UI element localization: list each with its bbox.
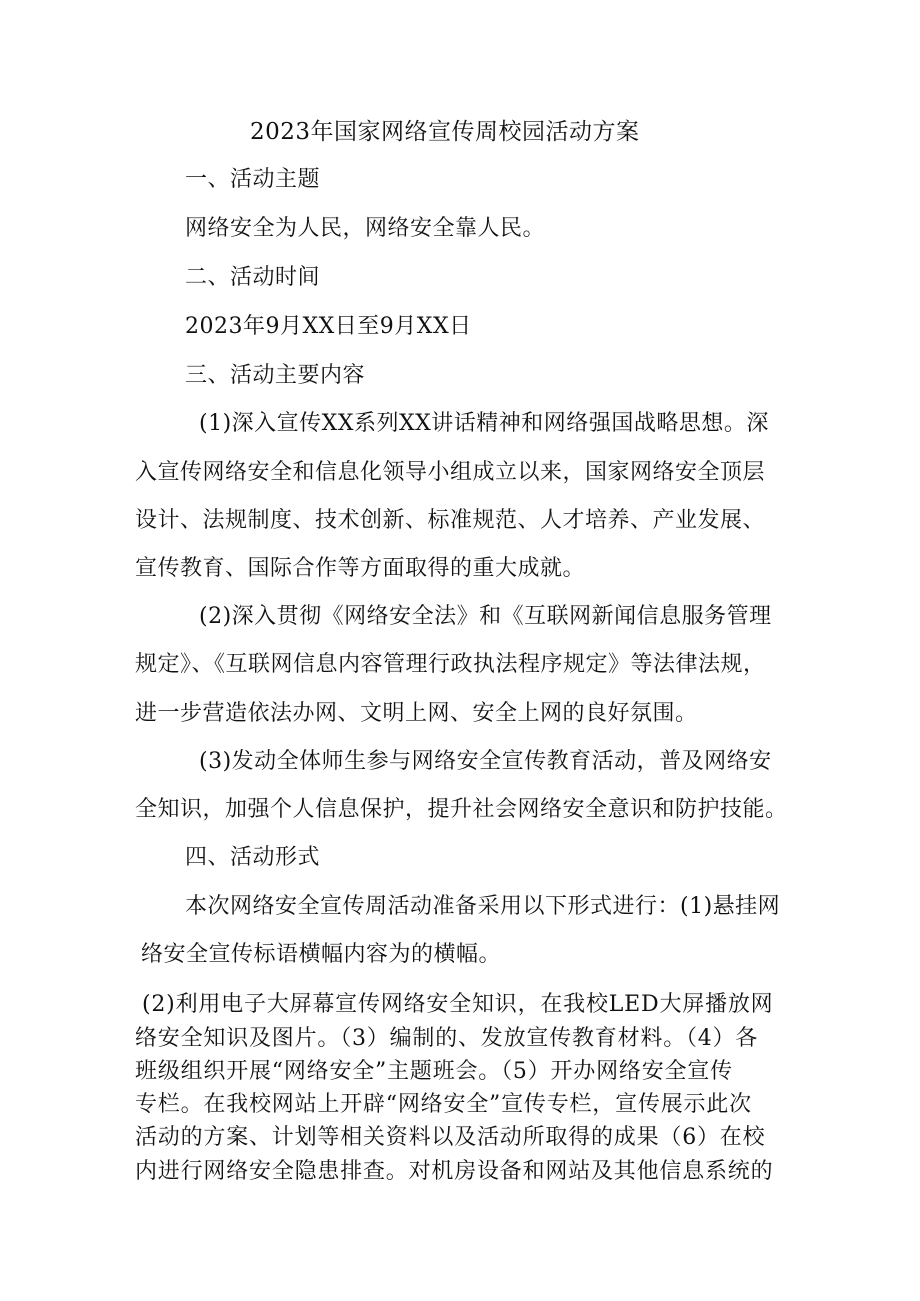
content-item2-line: 进一步营造依法办网、文明上网、安全上网的良好氛围。 xyxy=(135,701,698,726)
form-detail-line: 活动的方案、计划等相关资料以及活动所取得的成果（6）在校 xyxy=(135,1125,766,1150)
form-detail-line: 内进行网络安全隐患排查。对机房设备和网站及其他信息系统的 xyxy=(135,1159,774,1184)
form-intro-line: 本次网络安全宣传周活动准备采用以下形式进行：(1)悬挂网 xyxy=(185,894,781,919)
content-item1-line: 宣传教育、国际合作等方面取得的重大成就。 xyxy=(135,556,586,581)
section-heading-time: 二、活动时间 xyxy=(185,265,321,290)
time-text: 2023年9月XX日至9月XX日 xyxy=(185,314,472,339)
section-heading-form: 四、活动形式 xyxy=(185,845,321,870)
section-heading-content: 三、活动主要内容 xyxy=(185,363,366,388)
form-detail-line: 班级组织开展“网络安全”主题班会。（5）开办网络安全宣传 xyxy=(135,1059,733,1084)
document-title: 2023年国家网络宣传周校园活动方案 xyxy=(250,119,640,145)
form-detail-line: 专栏。在我校网站上开辟“网络安全”宣传专栏，宣传展示此次 xyxy=(135,1092,752,1117)
content-item2-line: (2)深入贯彻《网络安全法》和《互联网新闻信息服务管理 xyxy=(199,604,772,629)
content-item1-line: 设计、法规制度、技术创新、标准规范、人才培养、产业发展、 xyxy=(135,508,766,533)
form-intro-line: 络安全宣传标语横幅内容为的横幅。 xyxy=(141,942,502,967)
form-detail-line: 络安全知识及图片。（3）编制的、发放宣传教育材料。（4）各 xyxy=(135,1026,759,1051)
section-heading-theme: 一、活动主题 xyxy=(185,167,321,192)
content-item3-line: (3)发动全体师生参与网络安全宣传教育活动，普及网络安 xyxy=(199,749,772,774)
content-item3-line: 全知识，加强个人信息保护，提升社会网络安全意识和防护技能。 xyxy=(135,797,788,822)
content-item2-line: 规定》、《互联网信息内容管理行政执法程序规定》等法律法规， xyxy=(135,652,766,677)
theme-text: 网络安全为人民，网络安全靠人民。 xyxy=(185,216,546,241)
content-item1-line: (1)深入宣传XX系列XX讲话精神和网络强国战略思想。深 xyxy=(199,411,769,436)
form-detail-line: (2)利用电子大屏幕宣传网络安全知识，在我校LED大屏播放网 xyxy=(142,992,774,1017)
content-item1-line: 入宣传网络安全和信息化领导小组成立以来，国家网络安全顶层 xyxy=(135,460,766,485)
